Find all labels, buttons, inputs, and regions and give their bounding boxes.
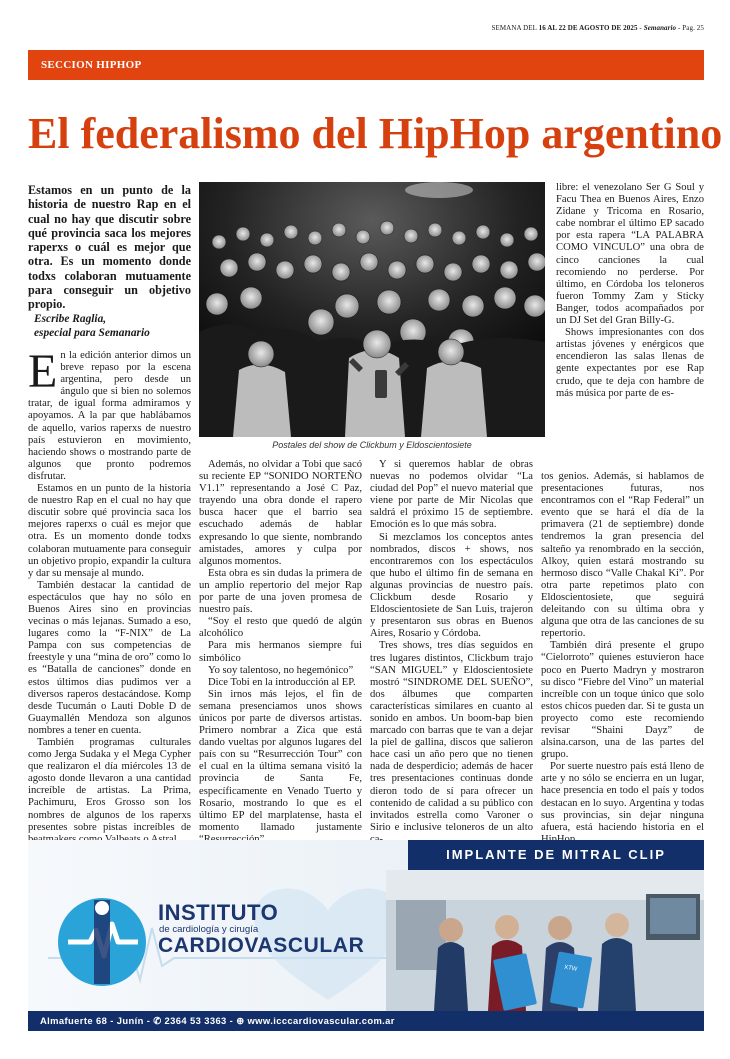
byline-role: especial para Semanario [34,326,150,339]
article-paragraph: Estamos en un punto de la historia de nuestro Rap en el cual no hay que discutir sobre qué provincia saca los mejores raperxs o cuál es mejor que otra. Es un momento donde todxs colaboran mutuamente para conseguir un objetivo propio, expandir la cultura y dar su mensaje al mundo. [28,483,191,579]
institute-logo-icon [50,890,154,994]
article-paragraph: También dirá presente el grupo “Cielorroto” quienes estuvieron hace poco en Puerto Madryn y mostraron su disco “Fiebre del Vino” un material increíble con un toque único que solo estos chicos pueden dar. Si te gusta un proyecto como este recomiendo revisar “Shaini Dayz” de alsina.carson, una de las partes del grupo. [541,640,704,761]
article-paragraph: Por suerte nuestro país está lleno de arte y no sólo se encierra en un lugar, hace presencia en todo el país y todos destacan en lo suyo. Argentina y todas sus provincias, sin dejar ninguna afuera, está haciendo historia en el [541,761,704,833]
institute-name-line-2: de cardiología y cirugía [159,924,259,935]
article-paragraph: Si mezclamos los conceptos antes nombrados, discos + shows, nos encontraremos con los espectáculos que hubo el último fin de semana en algunas provincias de nuestro país. Clickbum desde Rosario y Eldoscientosiete de San Luis, trajeron y presentaron sus obras en Buenos Aires, Rosario y Córdoba. [370,531,533,640]
article-column-1 [28,345,191,833]
concert-photo [199,182,545,437]
advertisement [28,840,704,1031]
page-header: SEMANA DEL 16 AL 22 DE AGOSTO DE 2025 - Semanario - Pag. 25 [491,24,704,32]
section-bar [28,50,704,80]
ad-contact-info: Almafuerte 68 - Junín - ✆ 2364 53 3363 - ⊕ www.icccardiovascular.com.ar [40,1015,395,1026]
article-headline: El federalismo del HipHop argentino [28,109,723,158]
issue-prefix: SEMANA DEL [491,24,537,32]
publication-name: Semanario [643,24,677,32]
drop-cap: E [28,345,58,398]
article-paragraph: libre: el venezolano Ser G Soul y Facu Thea en Buenos Aires, Enzo Zidane y Tricoma en Rosario, cabe nombrar el último EP sacado por esta rapera “LA PALABRA COMO VINCULO” una obra de cinco canciones la cual recomiendo no perderse. Por último, en Córdoba los teloneros fueron Tommy Zam y Sticky Banger, todos acompañados por un DJ Set del Gran Billy-G. [556,182,704,327]
article-paragraph: Dice Tobi en la introducción al EP. [208,676,356,688]
article-paragraph: Además, no olvidar a Tobi que sacó su reciente EP “SONIDO NORTEÑO V1.1” representando a José C Paz, trayendo una obra donde el rapero busca hacer que el barrio sea escuchado además de hablar expresando lo que siente, nombrando amistades, amores y culpa por algunos momentos. [199,459,362,567]
medical-team-photo [386,870,704,1011]
device-box-label: XTW [563,964,578,973]
article-paragraph: Yo soy talentoso, no hegemónico” [208,664,354,676]
article-paragraph: Shows impresionantes con dos artistas jóvenes y enérgicos que encendieron las salas llenas de gente expectantes por ese Rap crudo, que te deja con hambre de más música por parte de es- [556,327,704,399]
crowd-photo-illustration [199,182,545,437]
article-paragraph: Para mis hermanos siempre fui simbólico [199,640,362,664]
article-paragraph: También destacar la cantidad de espectáculos que hay no sólo en Buenos Aires sino en provincias vecinas o más lejanas. Sumado a eso, lugares como la “F-NIX” de La Pampa con sus competencias de freestyle y una “mina de oro” como lo es “Batalla de canciones” donde en estos últimos dias pudimos ver a diversos raperos destacándose. Komp desde Tucumán o Lauti Doble D de Guaymallén Mendoza son algunos nombres a tener en cuenta. [28,579,191,736]
article-paragraph: Esta obra es sin dudas la primera de un amplio repertorio del mejor Rap por parte de una joven promesa de nuestro país. [199,567,362,616]
issue-dates: 16 AL 22 DE AGOSTO DE 2025 [538,24,638,32]
byline [34,313,194,340]
article-paragraph: “Soy el resto que quedó de algún alcohólico [199,616,362,640]
ad-footer [28,1011,704,1031]
page-number: Pag. 25 [682,24,704,32]
article-column-4-top [556,182,704,470]
photo-caption: Postales del show de Clickbum y Eldoscientosiete [272,440,472,450]
article-column-2 [199,459,362,833]
institute-name-line-1: INSTITUTO [158,900,279,925]
section-label: SECCION HIPHOP [41,59,142,71]
ad-banner-text: IMPLANTE DE MITRAL CLIP [446,847,666,862]
ad-banner [408,840,704,870]
article-paragraph: Tres shows, tres días seguidos en tres lugares distintos, Clickbum trajo “SAN MIGUEL” y Eldoscientosiete mostró “SINDROME DEL SUEÑO”, dos álbumes que comparten características similares en cuanto al sonido en ambos. Un boom-bap bien marcado con barras que te van a dejar la piel de gallina, discos que salieron hace casi un año pero que no tienen nada de desperdicio; además de hacer tres presentaciones continuas donde dieron todo de sí para ofrecer un contenido de calidad a su público con invitados estrella como Varoner o Sirio e inclusive teloneros de un alto [370,640,533,833]
article-column-4-bottom [541,471,704,831]
article-column-3 [370,459,533,833]
article-lead: Estamos en un punto de la historia de nuestro Rap en el cual no hay que discutir sobre qué provincia saca los mejores raperxs o cuál es mejor que otra. Es un momento donde todxs colaboran mutuamente para conseguir un objetivo propio. [28,183,191,312]
institute-name-line-3: CARDIOVASCULAR [158,934,365,957]
medical-team-illustration [386,870,704,1011]
byline-author: Escribe Raglia, [34,313,107,325]
article-paragraph: tos genios. Además, si hablamos de presentaciones futuras, nos encontramos con el “Rap Federal” un evento que se hará el día de la primavera (21 de septiembre) donde tendremos la gran presencia del salteño ya renombrado en la sección, Alkoy, quien estará mostrando su hermoso disco “Valle Chakal Ki”. Por otra parte repetimos plato con Eldoscientosiete, que seguirá deleitando con su última obra y alguna que otra de las canciones de su repertorio. [541,471,704,640]
article-paragraph: Y si queremos hablar de obras nuevas no podemos olvidar “La ciudad del Pop” el nuevo material que viene por parte de Mir Nicolas que saldrá el próximo 15 de septiembre. Emoción es lo que más sobra. [370,459,533,531]
article-paragraph: Sin irnos más lejos, el fin de semana presenciamos unos shows únicos por parte de diversos artistas. Primero nombrar a Zica que está dando vueltas por algunos lugares del país con su “Resurrección Tour” con el cual en la última semana visitó la provincia de Santa Fe, específicamente en Venado Tuerto y Rosario, mostrando lo que es el último EP del marplatense, hasta el momento llamado justamente [199,688,362,833]
article-paragraph: En la edición anterior dimos un breve repaso por la escena argentina, pero desde un ángulo que si bien no solemos tratar, de igual forma admiramos y apoyamos. A la par que hablábamos de aquello, varios raperxs de nuestro país estuvieron en movimiento, haciendo shows o mostrando parte de algunos que pronto podremos disfrutar. [28,345,191,482]
article-paragraph: También programas culturales como Jerga Sudaka y el Mega Cypher que realizaron el día miércoles 13 de agosto donde llevaron a una cantidad increíble de artistas. La Prima, Pachimuru, Eros Grosso son los nombres de algunos de los raperxs presentes sobre pistas increíbles de [28,737,191,833]
